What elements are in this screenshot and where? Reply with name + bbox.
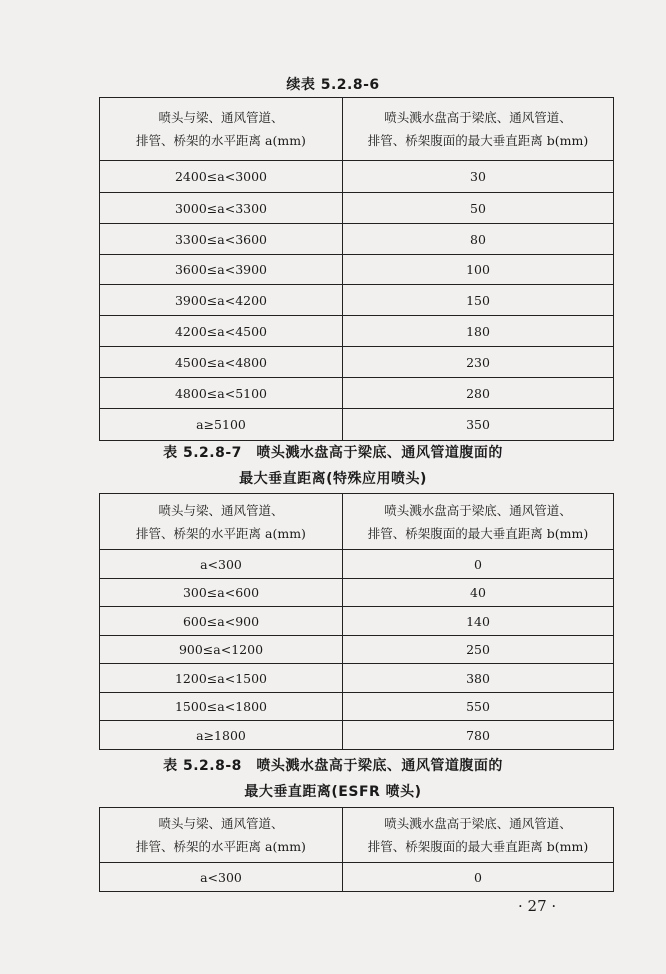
distance-a-cell: 600≤a<900	[100, 607, 343, 636]
table-row	[100, 378, 614, 409]
table-header-row	[100, 98, 614, 161]
table-row	[100, 255, 614, 285]
distance-b-cell: 100	[343, 255, 614, 285]
table-caption: 表 5.2.8-7 喷头溅水盘高于梁底、通风管道腹面的	[163, 445, 503, 461]
distance-b-cell: 780	[343, 721, 614, 750]
table-row	[100, 693, 614, 721]
distance-a-cell: 3300≤a<3600	[100, 224, 343, 255]
table-row	[100, 636, 614, 664]
header-cell: 喷头与梁、通风管道、 排管、桥架的水平距离 a(mm)	[100, 494, 343, 550]
distance-b-cell: 230	[343, 347, 614, 378]
distance-a-cell: 300≤a<600	[100, 579, 343, 607]
distance-a-cell: a≥1800	[100, 721, 343, 750]
data-table	[99, 807, 614, 892]
data-table	[99, 493, 614, 750]
table-row	[100, 224, 614, 255]
distance-b-cell: 80	[343, 224, 614, 255]
data-table	[99, 97, 614, 441]
table-caption-subtitle: 最大垂直距离(特殊应用喷头)	[239, 471, 427, 487]
table-row	[100, 285, 614, 316]
table-row	[100, 193, 614, 224]
table-row	[100, 664, 614, 693]
distance-a-cell: 4200≤a<4500	[100, 316, 343, 347]
table-row	[100, 721, 614, 750]
distance-b-cell: 250	[343, 636, 614, 664]
table-row	[100, 863, 614, 892]
distance-a-cell: a<300	[100, 550, 343, 579]
distance-b-cell: 50	[343, 193, 614, 224]
table-caption-subtitle: 最大垂直距离(ESFR 喷头)	[244, 784, 422, 800]
header-cell: 喷头溅水盘高于梁底、通风管道、 排管、桥架腹面的最大垂直距离 b(mm)	[343, 494, 614, 550]
header-cell: 喷头溅水盘高于梁底、通风管道、 排管、桥架腹面的最大垂直距离 b(mm)	[343, 98, 614, 161]
table-row	[100, 161, 614, 193]
distance-b-cell: 0	[343, 863, 614, 892]
distance-b-cell: 380	[343, 664, 614, 693]
distance-b-cell: 180	[343, 316, 614, 347]
distance-a-cell: 4500≤a<4800	[100, 347, 343, 378]
distance-b-cell: 280	[343, 378, 614, 409]
distance-a-cell: 1200≤a<1500	[100, 664, 343, 693]
distance-b-cell: 140	[343, 607, 614, 636]
header-cell: 喷头与梁、通风管道、 排管、桥架的水平距离 a(mm)	[100, 98, 343, 161]
table-row	[100, 607, 614, 636]
table-row	[100, 579, 614, 607]
table-row	[100, 347, 614, 378]
distance-b-cell: 30	[343, 161, 614, 193]
distance-a-cell: 1500≤a<1800	[100, 693, 343, 721]
table-row	[100, 409, 614, 441]
table-caption: 续表 5.2.8-6	[286, 77, 380, 93]
page-number: · 27 ·	[518, 897, 557, 915]
distance-a-cell: 3600≤a<3900	[100, 255, 343, 285]
distance-a-cell: 3900≤a<4200	[100, 285, 343, 316]
header-cell: 喷头溅水盘高于梁底、通风管道、 排管、桥架腹面的最大垂直距离 b(mm)	[343, 808, 614, 863]
distance-b-cell: 40	[343, 579, 614, 607]
distance-a-cell: 900≤a<1200	[100, 636, 343, 664]
table-caption: 表 5.2.8-8 喷头溅水盘高于梁底、通风管道腹面的	[163, 758, 503, 774]
distance-b-cell: 550	[343, 693, 614, 721]
distance-a-cell: 2400≤a<3000	[100, 161, 343, 193]
distance-a-cell: a≥5100	[100, 409, 343, 441]
header-cell: 喷头与梁、通风管道、 排管、桥架的水平距离 a(mm)	[100, 808, 343, 863]
table-row	[100, 550, 614, 579]
distance-a-cell: 4800≤a<5100	[100, 378, 343, 409]
distance-a-cell: a<300	[100, 863, 343, 892]
table-row	[100, 316, 614, 347]
distance-b-cell: 0	[343, 550, 614, 579]
distance-b-cell: 350	[343, 409, 614, 441]
distance-b-cell: 150	[343, 285, 614, 316]
distance-a-cell: 3000≤a<3300	[100, 193, 343, 224]
table-header-row	[100, 808, 614, 863]
table-header-row	[100, 494, 614, 550]
